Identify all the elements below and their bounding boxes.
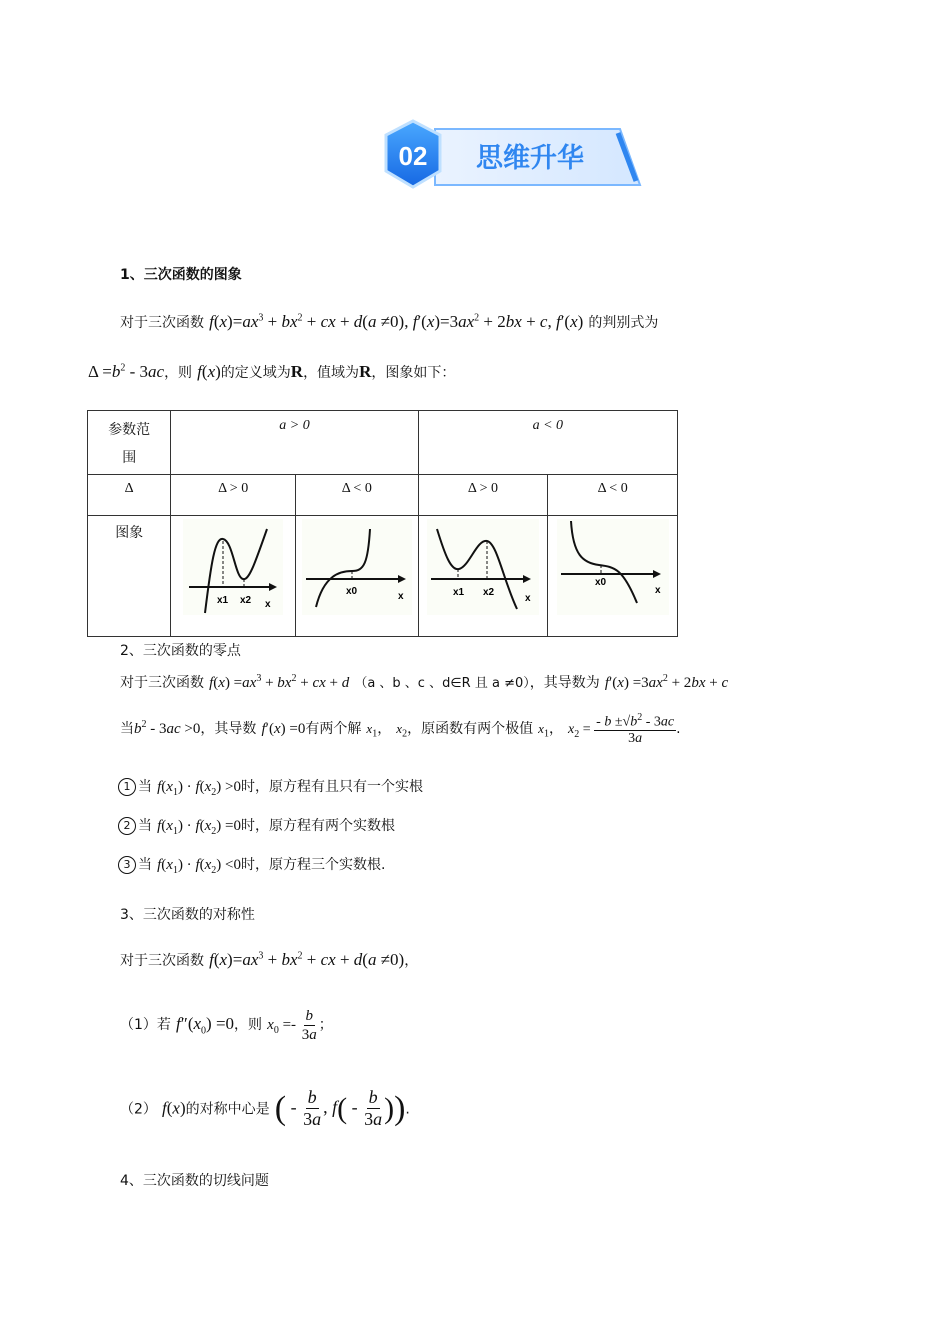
graph1-x1-label: x1 xyxy=(217,595,229,606)
cubic-graph-aneg-dneg xyxy=(557,519,669,615)
s2-x1: $x_1$ xyxy=(366,721,378,740)
graph4-x-label: x xyxy=(654,585,661,596)
section3-heading: 3、三次函数的对称性 xyxy=(120,907,255,923)
graph4-x0-label: x0 xyxy=(594,577,606,588)
s3-cubic-formula: $f(x)=ax^3 + bx^2$ + cx + d(a ≠0) xyxy=(209,950,405,969)
a-negative-cell xyxy=(418,411,677,475)
section1-intro xyxy=(120,312,658,332)
s2-derivative: $f'(x) =3ax^2 + 2bx + c$ xyxy=(604,673,729,691)
f-of-x: f(x) xyxy=(197,362,221,381)
s2-when: 当 xyxy=(120,721,134,738)
s2-cubic-formula: $f(x) =ax^3 + bx^2$ + cx + d xyxy=(209,673,350,691)
circled-1: 1 xyxy=(118,778,136,796)
s2-item-2 xyxy=(118,815,395,837)
cubic-graph-apos-dneg xyxy=(302,519,412,615)
s2-item2-cond: $f(x_1) \cdot f(x_2) =0$ xyxy=(157,818,241,837)
s2-item3-pre: 当 xyxy=(138,857,152,873)
s2-prefix: 对于三次函数 xyxy=(120,675,204,691)
s2-two-solutions: 有两个解 xyxy=(305,721,362,738)
graph3-x2-label: x2 xyxy=(482,587,495,598)
delta-cell-1 xyxy=(171,475,296,516)
s3-item-2: （2） f(x)的对称中心是 ( - $\frac{b}{3a}$ , f( - $\frac{b}{3a}$ )). xyxy=(120,1087,410,1129)
line2-then: ，则 xyxy=(164,365,193,381)
cubic-graph-aneg-dpos xyxy=(427,519,539,615)
cubic-graph-table xyxy=(87,410,678,637)
banner-number: 02 xyxy=(398,141,428,171)
s2-x1b: $x_1$ xyxy=(538,721,549,740)
a-negative-label: a < 0 xyxy=(532,418,564,433)
graph3-x-label: x xyxy=(524,593,531,604)
section1-line2 xyxy=(88,362,455,382)
delta-cell-4 xyxy=(548,475,678,516)
graph-cell-1 xyxy=(171,516,296,637)
delta-negative-1: Δ < 0 xyxy=(341,481,372,496)
delta-negative-2: Δ < 0 xyxy=(597,481,628,496)
cubic-formula: $f(x)=ax^3 + bx^2$ + cx + d(a ≠0), $f'(x)=3ax^2 + 2bx + c$, f′(x) xyxy=(209,312,584,331)
s2-item1-post: 时，原方程有且只有一个实根 xyxy=(241,779,423,795)
s3-x0-formula: $x_0$ =- $\frac{b}{3a}$ xyxy=(267,1008,317,1043)
s2-item1-cond: $f(x_1) \cdot f(x_2) >0$ xyxy=(157,779,241,798)
cubic-graph-apos-dpos xyxy=(183,519,283,615)
delta-label: Δ xyxy=(124,481,134,496)
intro-suffix: 的判别式为 xyxy=(588,315,659,331)
graph2-x-label: x xyxy=(397,591,404,602)
a-positive-cell xyxy=(171,411,418,475)
s2-x2: $x_2$ xyxy=(396,721,408,740)
delta-cell-2 xyxy=(295,475,418,516)
discriminant-formula: $\Delta =b^2 - 3ac$ xyxy=(88,362,165,381)
s3-item2-text: 的对称中心是 xyxy=(185,1101,270,1118)
s2-item-1 xyxy=(118,776,423,798)
graph1-x-label: x xyxy=(265,599,271,610)
param-label-cell xyxy=(88,411,171,475)
section1-heading: 1、三次函数的图象 xyxy=(120,267,242,283)
s2-item2-post: 时，原方程有两个实数根 xyxy=(241,818,395,834)
banner-title: 思维升华 xyxy=(476,143,584,174)
s2-its-deriv: ，其导数 xyxy=(200,721,257,738)
s2-item3-cond: $f(x_1) \cdot f(x_2) <0$ xyxy=(157,857,241,876)
delta-label-cell xyxy=(88,475,171,516)
delta-positive-2: Δ > 0 xyxy=(467,481,499,496)
graph3-x1-label: x1 xyxy=(452,587,465,598)
delta-cell-3 xyxy=(418,475,548,516)
graph-label: 图象 xyxy=(115,525,144,541)
line2-domain: 的定义域为 xyxy=(220,365,291,381)
s2-root-formula: $x_2$ = $\frac{- b \pm√b^2 - 3ac}{3a}$ xyxy=(568,712,675,747)
s3-item1-num: （1）若 xyxy=(120,1017,171,1034)
s3-prefix: 对于三次函数 xyxy=(120,953,204,969)
graph-cell-3 xyxy=(418,516,548,637)
s2-item2-pre: 当 xyxy=(138,818,152,834)
s3-fx: f(x) xyxy=(162,1098,186,1118)
s2-deriv-text: ，其导数为 xyxy=(529,675,600,691)
param-label: 参数范围 xyxy=(108,422,151,466)
s3-item1-cond: $f''(x_0) =0$ xyxy=(176,1014,235,1037)
delta-positive-1: Δ > 0 xyxy=(218,481,249,496)
s2-item3-post: 时，原方程三个实数根. xyxy=(241,857,386,873)
real-set-2: R xyxy=(359,362,372,381)
graph-cell-4 xyxy=(548,516,678,637)
section2-line1 xyxy=(120,672,728,692)
s3-center-formula: ( - $\frac{b}{3a}$ , f( - $\frac{b}{3a}$ )) xyxy=(274,1087,406,1129)
s2-item-3 xyxy=(118,854,385,876)
section2-heading: 2、三次函数的零点 xyxy=(120,643,241,659)
s2-condition: $b^2 - 3ac >0$ xyxy=(134,719,201,738)
circled-2: 2 xyxy=(118,817,136,835)
section4-heading: 4、三次函数的切线问题 xyxy=(120,1173,269,1189)
circled-3: 3 xyxy=(118,856,136,874)
s2-item1-pre: 当 xyxy=(138,779,152,795)
s3-item1-then: ，则 xyxy=(234,1017,263,1034)
line2-end: ，图象如下： xyxy=(371,365,456,381)
intro-prefix: 对于三次函数 xyxy=(120,315,204,331)
s3-item-1: （1）若 $f''(x_0) =0$，则 $x_0$ =- $\frac{b}{3a}$ ； xyxy=(120,1008,333,1043)
real-set-1: R xyxy=(290,362,304,381)
line2-range: ，值域为 xyxy=(303,365,360,381)
s3-item2-num: （2） xyxy=(120,1101,157,1118)
section-banner xyxy=(380,115,645,195)
s2-paren: （a 、b 、c 、d∈R 且 a ≠0） xyxy=(354,676,530,691)
s2-extrema: ，原函数有两个极值 xyxy=(407,721,534,738)
graph-label-cell xyxy=(88,516,171,637)
graph1-x2-label: x2 xyxy=(240,595,252,606)
graph2-x0-label: x0 xyxy=(345,586,357,597)
section2-line2: 当$b^2 - 3ac >0$，其导数 f′(x) =0有两个解 $x_1$， $x_2$，原函数有两个极值 $x_1$， $x_2$ = $\frac{- b \pm√b^2 - 3ac}{3a}$ . xyxy=(120,712,681,747)
graph-cell-2 xyxy=(295,516,418,637)
section3-line1: 对于三次函数 $f(x)=ax^3 + bx^2$ + cx + d(a ≠0)， xyxy=(120,950,419,969)
s2-deriv-zero: f′(x) =0 xyxy=(261,721,306,738)
a-positive-label: a > 0 xyxy=(279,418,310,433)
